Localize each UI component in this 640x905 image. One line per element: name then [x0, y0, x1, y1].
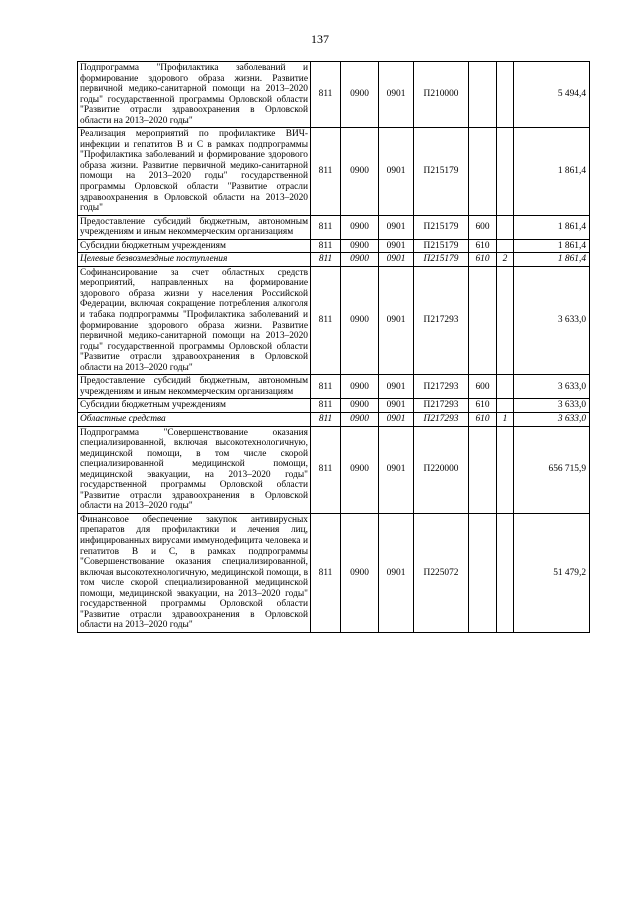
razdel-cell: 0900: [341, 412, 379, 426]
amount-cell: 1 861,4: [514, 239, 590, 253]
source-code-cell: 1: [497, 412, 514, 426]
podrazdel-cell: 0901: [379, 412, 414, 426]
table-row: [78, 253, 590, 267]
podrazdel-cell: 0901: [379, 266, 414, 374]
page-number: 137: [311, 32, 329, 46]
expense-type-cell: 600: [469, 375, 497, 399]
target-article-cell: П217293: [414, 266, 469, 374]
expense-type-cell: 600: [469, 215, 497, 239]
grbs-cell: 811: [311, 266, 341, 374]
table-row: [78, 215, 590, 239]
podrazdel-cell: 0901: [379, 239, 414, 253]
expense-type-cell: 610: [469, 239, 497, 253]
table-row: [78, 412, 590, 426]
razdel-cell: 0900: [341, 253, 379, 267]
razdel-cell: 0900: [341, 266, 379, 374]
amount-cell: 3 633,0: [514, 375, 590, 399]
source-code-cell: [497, 215, 514, 239]
table-row: [78, 266, 590, 374]
podrazdel-cell: 0901: [379, 513, 414, 632]
source-code-cell: [497, 266, 514, 374]
source-code-cell: [497, 62, 514, 128]
amount-cell: 656 715,9: [514, 426, 590, 513]
expense-type-cell: [469, 426, 497, 513]
expense-type-cell: [469, 62, 497, 128]
razdel-cell: 0900: [341, 375, 379, 399]
target-article-cell: П220000: [414, 426, 469, 513]
target-article-cell: П215179: [414, 215, 469, 239]
amount-cell: 1 861,4: [514, 128, 590, 215]
row-description: Софинансирование за счет областных средств мероприятий, направленных на формирование здорового образа жизни у населения Российской Федерации, включая сокращение потребления алкоголя и табака подпрограммы "Профилактика заболеваний и формирование здорового образа жизни. Развитие первичной медико-санитарной помощи на 2013–2020 годы" государственной программы Орловской области "Развитие отрасли здравоохранения в Орловской области на 2013–2020 годы": [78, 266, 311, 374]
row-description: Областные средства: [78, 412, 311, 426]
source-code-cell: [497, 399, 514, 413]
source-code-cell: [497, 239, 514, 253]
amount-cell: 51 479,2: [514, 513, 590, 632]
source-code-cell: [497, 513, 514, 632]
grbs-cell: 811: [311, 215, 341, 239]
source-code-cell: [497, 375, 514, 399]
podrazdel-cell: 0901: [379, 128, 414, 215]
table-row: [78, 375, 590, 399]
expense-type-cell: 610: [469, 399, 497, 413]
target-article-cell: П217293: [414, 375, 469, 399]
row-description: Предоставление субсидий бюджетным, автономным учреждениям и иным некоммерческим организациям: [78, 375, 311, 399]
razdel-cell: 0900: [341, 215, 379, 239]
table-row: [78, 426, 590, 513]
target-article-cell: П215179: [414, 253, 469, 267]
target-article-cell: П215179: [414, 128, 469, 215]
razdel-cell: 0900: [341, 239, 379, 253]
row-description: Предоставление субсидий бюджетным, автономным учреждениям и иным некоммерческим организациям: [78, 215, 311, 239]
table-row: [78, 239, 590, 253]
budget-table: [77, 61, 590, 633]
expense-type-cell: [469, 266, 497, 374]
amount-cell: 1 861,4: [514, 215, 590, 239]
row-description: Финансовое обеспечение закупок антивирусных препаратов для профилактики и лечения лиц, инфицированных вирусами иммунодефицита человека и гепатитов В и С, в рамках подпрограммы "Совершенствование оказания специализированной, включая высокотехнологичную, медицинской помощи, в том числе скорой специализированной медицинской помощи, медицинской эвакуации, на 2013–2020 годы" государственной программы Орловской области "Развитие отрасли здравоохранения в Орловской области на 2013–2020 годы": [78, 513, 311, 632]
table-row: [78, 513, 590, 632]
amount-cell: 5 494,4: [514, 62, 590, 128]
expense-type-cell: 610: [469, 253, 497, 267]
razdel-cell: 0900: [341, 426, 379, 513]
grbs-cell: 811: [311, 399, 341, 413]
row-description: Субсидии бюджетным учреждениям: [78, 239, 311, 253]
target-article-cell: П217293: [414, 399, 469, 413]
target-article-cell: П225072: [414, 513, 469, 632]
target-article-cell: П217293: [414, 412, 469, 426]
expense-type-cell: [469, 513, 497, 632]
row-description: Подпрограмма "Совершенствование оказания специализированной, включая высокотехнологичную, медицинской помощи, в том числе скорой специализированной медицинской помощи, медицинской эвакуации, на 2013–2020 годы" государственной программы Орловской области "Развитие отрасли здравоохранения в Орловской области на 2013–2020 годы": [78, 426, 311, 513]
amount-cell: 3 633,0: [514, 266, 590, 374]
source-code-cell: [497, 128, 514, 215]
target-article-cell: П215179: [414, 239, 469, 253]
row-description: Реализация мероприятий по профилактике ВИЧ-инфекции и гепатитов В и С в рамках подпрограммы "Профилактика заболеваний и формирование здорового образа жизни. Развитие первичной медико-санитарной помощи на 2013–2020 годы" государственной программы Орловской области "Развитие отрасли здравоохранения в Орловской области на 2013–2020 годы": [78, 128, 311, 215]
table-row: [78, 399, 590, 413]
row-description: Целевые безвозмездные поступления: [78, 253, 311, 267]
podrazdel-cell: 0901: [379, 62, 414, 128]
grbs-cell: 811: [311, 253, 341, 267]
grbs-cell: 811: [311, 128, 341, 215]
razdel-cell: 0900: [341, 62, 379, 128]
grbs-cell: 811: [311, 412, 341, 426]
grbs-cell: 811: [311, 513, 341, 632]
podrazdel-cell: 0901: [379, 253, 414, 267]
target-article-cell: П210000: [414, 62, 469, 128]
source-code-cell: [497, 426, 514, 513]
row-description: Подпрограмма "Профилактика заболеваний и формирование здорового образа жизни. Развитие первичной медико-санитарной помощи на 2013–2020 годы" государственной программы Орловской области "Развитие отрасли здравоохранения в Орловской области на 2013–2020 годы": [78, 62, 311, 128]
podrazdel-cell: 0901: [379, 375, 414, 399]
amount-cell: 1 861,4: [514, 253, 590, 267]
amount-cell: 3 633,0: [514, 399, 590, 413]
razdel-cell: 0900: [341, 128, 379, 215]
podrazdel-cell: 0901: [379, 399, 414, 413]
source-code-cell: 2: [497, 253, 514, 267]
razdel-cell: 0900: [341, 513, 379, 632]
expense-type-cell: [469, 128, 497, 215]
grbs-cell: 811: [311, 375, 341, 399]
podrazdel-cell: 0901: [379, 426, 414, 513]
table-row: [78, 128, 590, 215]
grbs-cell: 811: [311, 426, 341, 513]
grbs-cell: 811: [311, 62, 341, 128]
row-description: Субсидии бюджетным учреждениям: [78, 399, 311, 413]
expense-type-cell: 610: [469, 412, 497, 426]
razdel-cell: 0900: [341, 399, 379, 413]
table-row: [78, 62, 590, 128]
amount-cell: 3 633,0: [514, 412, 590, 426]
grbs-cell: 811: [311, 239, 341, 253]
podrazdel-cell: 0901: [379, 215, 414, 239]
